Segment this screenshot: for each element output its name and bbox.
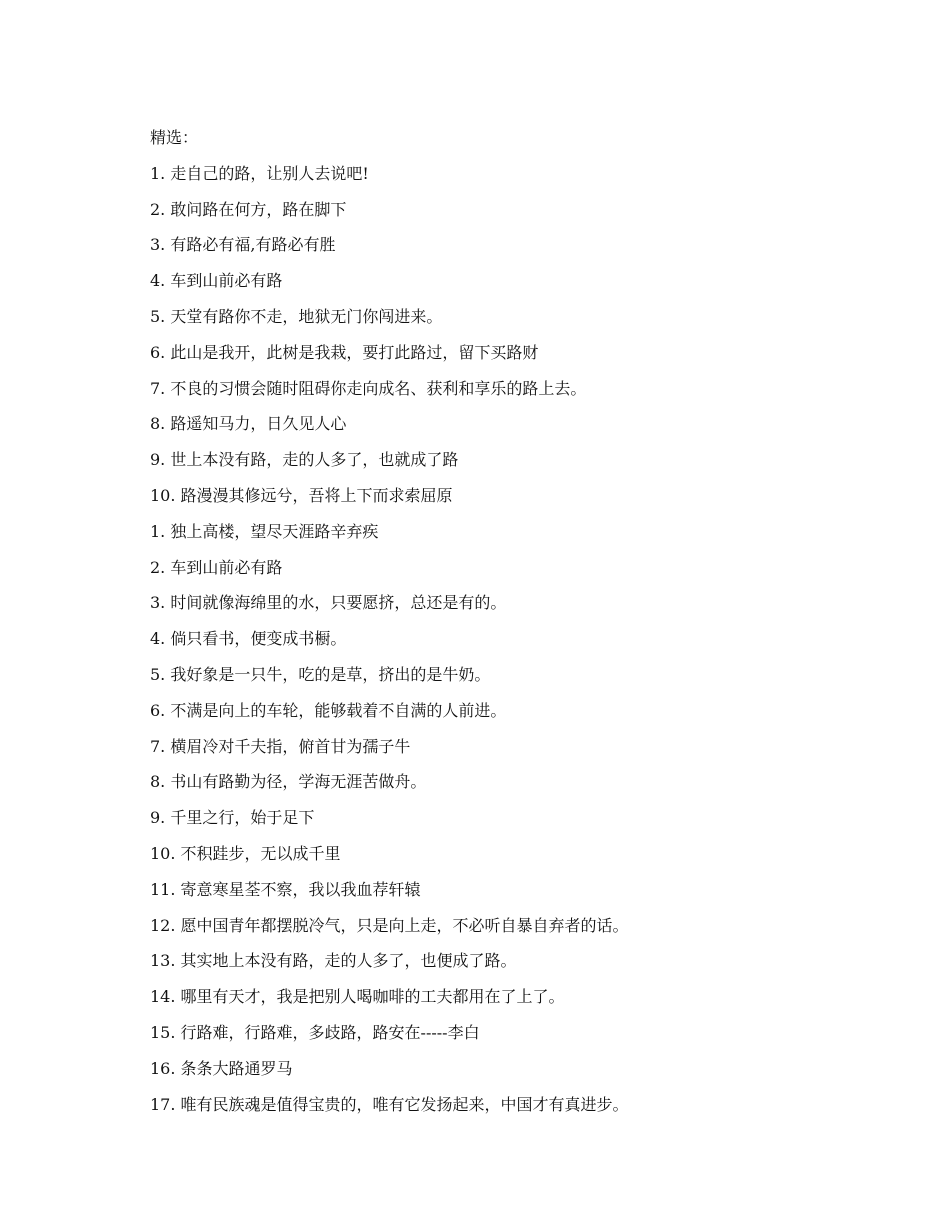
list-item: 4. 车到山前必有路 <box>150 271 283 291</box>
list-item: 3. 有路必有福,有路必有胜 <box>150 235 336 255</box>
list-item: 8. 路遥知马力，日久见人心 <box>150 414 347 434</box>
list-item: 3. 时间就像海绵里的水，只要愿挤，总还是有的。 <box>150 593 507 613</box>
list-item: 6. 此山是我开，此树是我栽，要打此路过，留下买路财 <box>150 342 539 362</box>
list-item: 10. 不积跬步，无以成千里 <box>150 843 341 863</box>
list-item: 14. 哪里有天才，我是把别人喝咖啡的工夫都用在了上了。 <box>150 987 565 1007</box>
list-item: 17. 唯有民族魂是值得宝贵的，唯有它发扬起来，中国才有真进步。 <box>150 1094 629 1114</box>
quote-list <box>150 156 870 1123</box>
list-item: 9. 世上本没有路，走的人多了，也就成了路 <box>150 450 459 470</box>
list-item: 6. 不满是向上的车轮，能够载着不自满的人前进。 <box>150 700 507 720</box>
list-item: 4. 倘只看书，便变成书橱。 <box>150 629 347 649</box>
list-item: 7. 横眉冷对千夫指，俯首甘为孺子牛 <box>150 736 411 756</box>
list-item: 10. 路漫漫其修远兮，吾将上下而求索屈原 <box>150 485 453 505</box>
list-item: 1. 独上高楼，望尽天涯路辛弃疾 <box>150 521 379 541</box>
section-heading: 精选： <box>150 128 199 147</box>
list-item: 2. 车到山前必有路 <box>150 557 283 577</box>
list-item: 15. 行路难，行路难，多歧路，路安在-----李白 <box>150 1022 480 1042</box>
list-item: 8. 书山有路勤为径，学海无涯苦做舟。 <box>150 772 427 792</box>
list-item: 7. 不良的习惯会随时阻碍你走向成名、获利和享乐的路上去。 <box>150 378 587 398</box>
list-item: 5. 天堂有路你不走，地狱无门你闯进来。 <box>150 306 443 326</box>
document-body <box>150 120 870 1122</box>
list-item: 11. 寄意寒星荃不察，我以我血荐轩辕 <box>150 879 421 899</box>
list-item: 12. 愿中国青年都摆脱冷气，只是向上走，不必听自暴自弃者的话。 <box>150 915 629 935</box>
list-item: 16. 条条大路通罗马 <box>150 1058 293 1078</box>
list-item: 13. 其实地上本没有路，走的人多了，也便成了路。 <box>150 951 517 971</box>
list-item: 2. 敢问路在何方，路在脚下 <box>150 199 347 219</box>
list-item: 1. 走自己的路，让别人去说吧! <box>150 163 369 183</box>
list-item: 5. 我好象是一只牛，吃的是草，挤出的是牛奶。 <box>150 664 491 684</box>
list-item: 9. 千里之行，始于足下 <box>150 808 315 828</box>
